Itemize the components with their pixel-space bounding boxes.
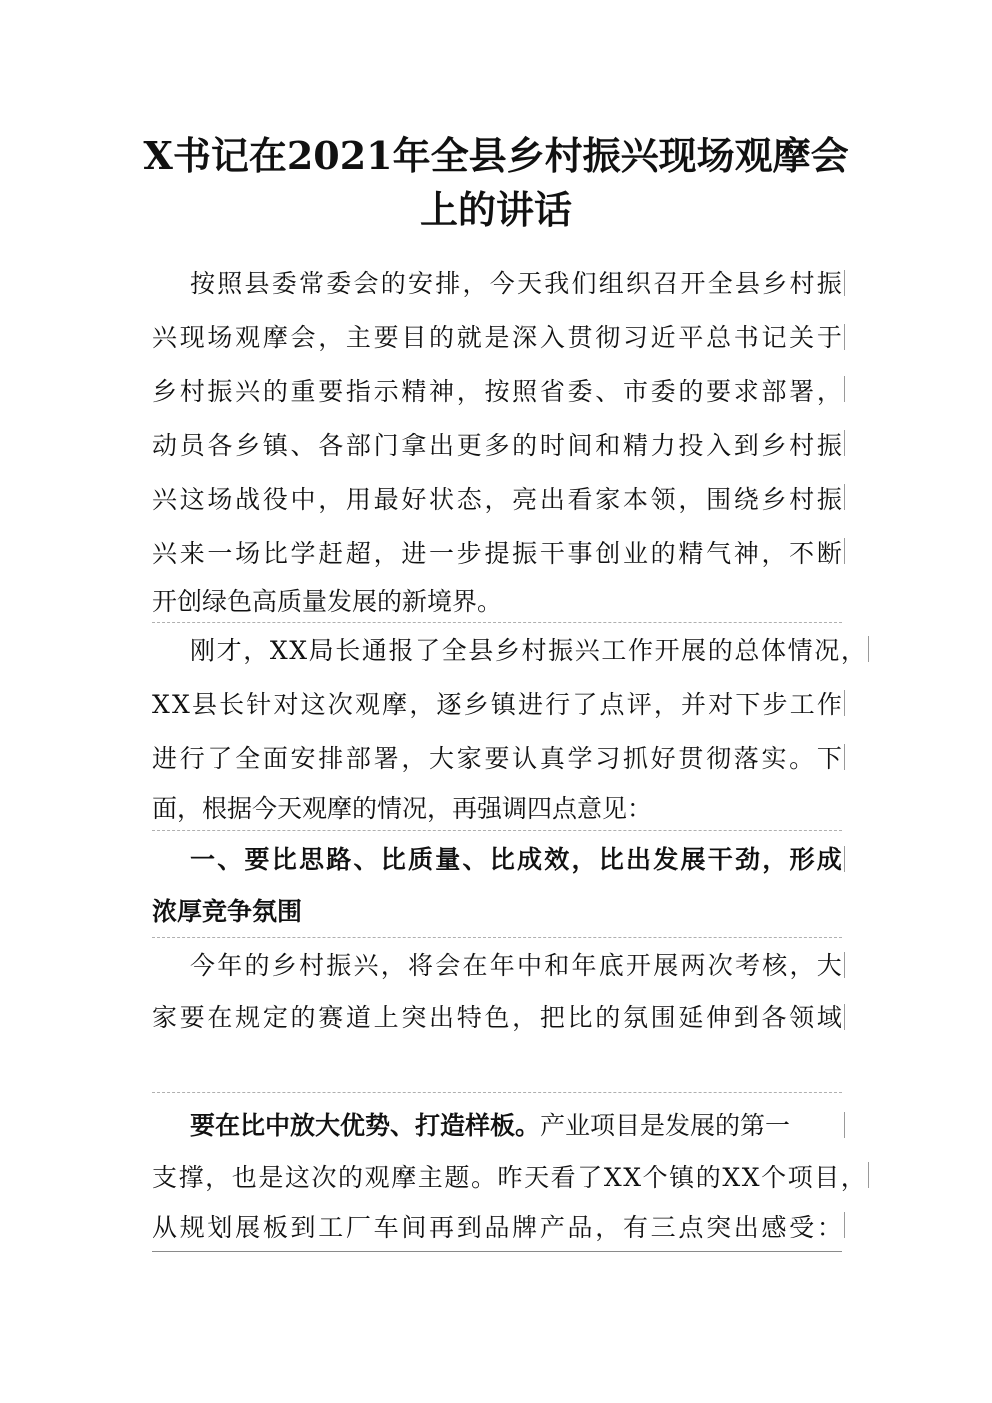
paragraph-2-line: X X 县 长 针 对 这 次 观 摩 ， 逐 乡 镇 进 行 了 点 评 ， 并 对 下 步 工 作 [152,690,842,719]
paragraph-1-line: 动 员 各 乡 镇 、 各 部 门 拿 出 更 多 的 时 间 和 精 力 投 入 到 乡 村 振 [152,431,842,460]
paragraph-1-line: 开创绿色高质量发展的新境界。 [152,587,503,616]
paragraph-1-line: 兴 现 场 观 摩 会 ， 主 要 目 的 就 是 深 入 贯 彻 习 近 平 总 书 记 关 于 [152,323,842,352]
text-boundary-mark [868,636,869,662]
section-heading-line: 一 、 要 比 思 路 、 比 质 量 、 比 成 效 ， 比 出 发 展 干 劲 ， 形 成 [190,845,842,874]
paragraph-boundary-line [152,622,842,623]
paragraph-3-line: 家 要 在 规 定 的 赛 道 上 突 出 特 色 ， 把 比 的 氛 围 延 伸 到 各 领 域 [152,1003,842,1032]
section-heading-line: 浓厚竞争氛围 [152,897,303,926]
paragraph-4-line: 从 规 划 展 板 到 工 厂 车 间 再 到 品 牌 产 品 ， 有 三 点 突 出 感 受 ： [152,1213,842,1242]
text-boundary-mark [844,324,845,350]
paragraph-4-line [190,1109,842,1143]
text-boundary-mark [844,744,845,770]
text-boundary-mark [844,538,845,564]
text-boundary-mark [844,376,845,402]
paragraph-boundary-line [152,1092,842,1093]
paragraph-boundary-line [152,830,842,831]
paragraph-boundary-line [152,1251,842,1252]
paragraph-1-line: 乡 村 振 兴 的 重 要 指 示 精 神 ， 按 照 省 委 、 市 委 的 要 求 部 署 ， [152,377,842,406]
text-boundary-mark [844,1212,845,1238]
document-title-line-1: X书记在2021年全县乡村振兴现场观摩会 [143,133,849,178]
paragraph-2-line: 刚 才 ， X X 局 长 通 报 了 全 县 乡 村 振 兴 工 作 开 展 的 总 体 情 况 ， [190,636,866,665]
paragraph-2-line: 进 行 了 全 面 安 排 部 署 ， 大 家 要 认 真 学 习 抓 好 贯 彻 落 实 。 下 [152,744,842,773]
paragraph-1-line: 兴 来 一 场 比 学 赶 超 ， 进 一 步 提 振 干 事 创 业 的 精 气 神 ， 不 断 [152,539,842,568]
text-boundary-mark [844,270,845,296]
paragraph-4-bold-lead: 要在比中放大优势、打造样板。 [190,1111,541,1140]
text-boundary-mark [844,484,845,510]
document-title-line-2: 上的讲话 [419,187,572,232]
paragraph-2-line: 面，根据今天观摩的情况，再强调四点意见： [152,794,653,823]
paragraph-4-lead-rest: 产业项目是发展的第一 [540,1111,791,1140]
paragraph-3-line: 今 年 的 乡 村 振 兴 ， 将 会 在 年 中 和 年 底 开 展 两 次 考 核 ， 大 [190,951,842,980]
paragraph-4-line: 支 撑 ， 也 是 这 次 的 观 摩 主 题 。 昨 天 看 了 X X 个 镇 的 X X 个 项 目 ， [152,1163,866,1192]
paragraph-boundary-line [152,937,842,938]
paragraph-1-line: 兴 这 场 战 役 中 ， 用 最 好 状 态 ， 亮 出 看 家 本 领 ， 围 绕 乡 村 振 [152,485,842,514]
text-boundary-mark [868,1162,869,1188]
text-boundary-mark [844,952,845,978]
text-boundary-mark [844,1004,845,1030]
text-boundary-mark [844,690,845,716]
text-boundary-mark [844,430,845,456]
text-boundary-mark [844,1112,845,1138]
paragraph-1-line: 按 照 县 委 常 委 会 的 安 排 ， 今 天 我 们 组 织 召 开 全 县 乡 村 振 [190,269,842,298]
text-boundary-mark [844,846,845,872]
